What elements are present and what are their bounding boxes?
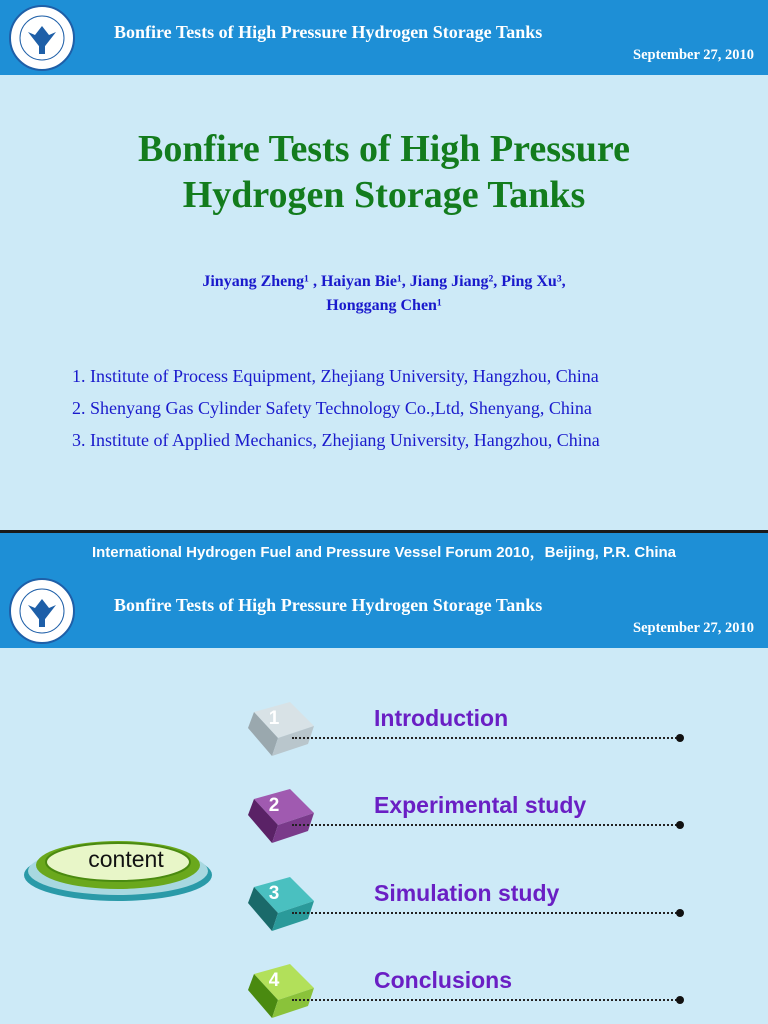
- contents-item-conclusions[interactable]: [248, 962, 688, 1022]
- leader-end-dot: [676, 734, 684, 742]
- item-number: 2: [268, 795, 280, 816]
- item-label: Introduction: [374, 705, 509, 731]
- dotted-leader: [292, 824, 680, 826]
- authors: [0, 270, 768, 318]
- contents-item-simulation-study[interactable]: [248, 875, 688, 935]
- title-line-2: Hydrogen Storage Tanks: [182, 174, 586, 216]
- affiliations-list: [72, 360, 600, 456]
- item-number: 1: [268, 708, 280, 729]
- leader-end-dot: [676, 996, 684, 1004]
- leader-end-dot: [676, 821, 684, 829]
- presentation-title: [0, 126, 768, 218]
- title-line-1: Bonfire Tests of High Pressure: [138, 128, 630, 170]
- item-label: Experimental study: [374, 792, 587, 818]
- authors-line-2: Honggang Chen¹: [326, 297, 442, 314]
- header-date: September 27, 2010: [633, 47, 754, 63]
- leader-end-dot: [676, 909, 684, 917]
- contents-slide: [0, 573, 768, 1024]
- zhejiang-university-logo: [6, 577, 78, 645]
- affiliation-3: 3. Institute of Applied Mechanics, Zhejiang University, Hangzhou, China: [72, 430, 600, 450]
- contents-item-introduction[interactable]: [248, 700, 688, 760]
- affiliation-1: 1. Institute of Process Equipment, Zhejiang University, Hangzhou, China: [72, 366, 599, 386]
- header-title: Bonfire Tests of High Pressure Hydrogen Storage Tanks: [114, 595, 543, 615]
- dotted-leader: [292, 737, 680, 739]
- affiliation-2: 2. Shenyang Gas Cylinder Safety Technology Co.,Ltd, Shenyang, China: [72, 398, 592, 418]
- slide-header: [0, 573, 768, 648]
- zhejiang-university-logo: [6, 4, 78, 72]
- item-number: 3: [268, 883, 280, 904]
- contents-item-experimental-study[interactable]: [248, 787, 688, 847]
- item-label: Simulation study: [374, 880, 560, 906]
- item-label: Conclusions: [374, 967, 513, 993]
- forum-footer: International Hydrogen Fuel and Pressure Vessel Forum 2010，Beijing, P.R. China: [0, 533, 768, 573]
- dotted-leader: [292, 999, 680, 1001]
- authors-line-1: Jinyang Zheng¹ , Haiyan Bie¹, Jiang Jiang², Ping Xu³,: [202, 273, 566, 290]
- slide-header: [0, 0, 768, 75]
- header-title: Bonfire Tests of High Pressure Hydrogen Storage Tanks: [114, 22, 543, 42]
- header-date: September 27, 2010: [633, 620, 754, 636]
- item-number: 4: [268, 970, 280, 991]
- dotted-leader: [292, 912, 680, 914]
- content-label: content: [88, 846, 164, 872]
